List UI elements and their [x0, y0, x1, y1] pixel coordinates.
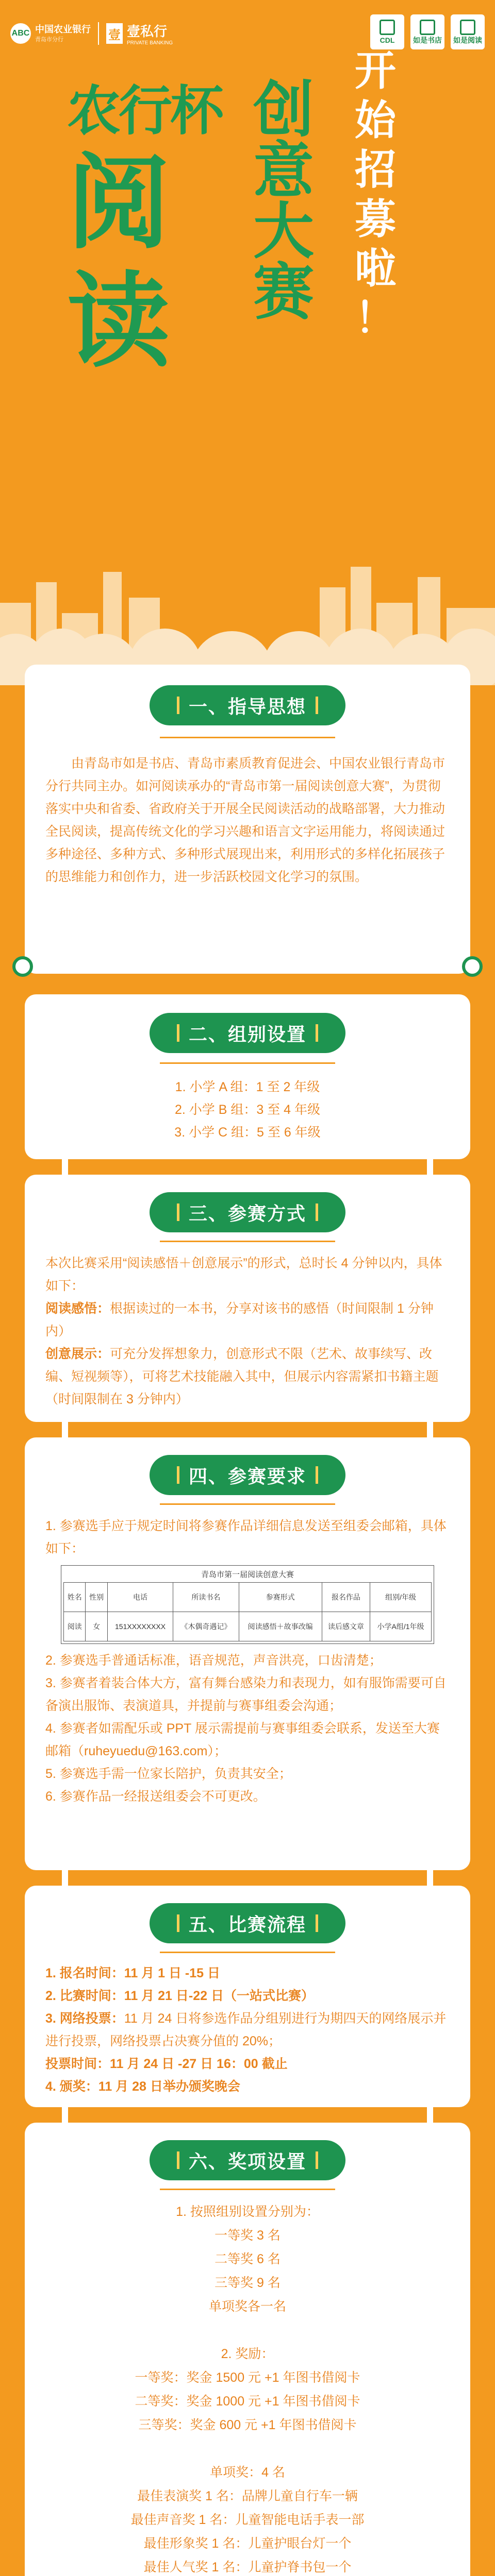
section-title: 一、指导思想: [150, 685, 345, 725]
intro-text: 本次比赛采用“阅读感悟＋创意展示”的形式，总时长 4 分钟以内，具体如下：: [45, 1256, 442, 1293]
reading-insight: 阅读感悟：根据读过的一本书，分享对该书的感悟（时间限制 1 分钟内）: [45, 1301, 434, 1338]
group-item: 2. 小学 B 组：3 至 4 年级: [174, 1103, 320, 1117]
cdl-logo: CDL: [370, 14, 404, 49]
table-cell: 女: [86, 1612, 107, 1641]
private-banking-logo: [106, 21, 173, 46]
requirement-item: 6. 参赛作品一经报送组委会不可更改。: [45, 1789, 266, 1804]
reading-icon: [460, 20, 475, 35]
section-title: 五、比赛流程: [150, 1903, 345, 1943]
section-guiding-ideology: [25, 665, 470, 974]
section-title: 二、组别设置: [150, 1013, 345, 1053]
signup-table: [63, 1582, 432, 1641]
kickoff-char: ！: [355, 294, 396, 342]
logo-divider: [98, 22, 99, 45]
section-requirements: [25, 1437, 470, 1870]
requirement-item: 5. 参赛选手需一位家长陪护，负责其安全；: [45, 1767, 292, 1781]
kickoff-char: 招: [355, 146, 396, 194]
table-row: [64, 1612, 432, 1641]
table-header: 报名作品: [322, 1583, 370, 1612]
table-cell: 读后感文章: [322, 1612, 370, 1641]
kickoff-char: 啦: [355, 245, 396, 293]
award-item: 1. 按照组别设置分别为：: [176, 2205, 319, 2219]
award-item: 一等奖 3 名: [214, 2228, 280, 2243]
table-header: 性别: [86, 1583, 107, 1612]
kickoff-column: [351, 46, 400, 343]
cdl-icon: [380, 20, 395, 35]
section-title: 六、奖项设置: [150, 2140, 345, 2180]
schedule-item: 3. 网络投票：11 月 24 日将参选作品分组别进行为期四天的网络展示并进行投票，网络投票占决赛分值的 20%；: [45, 2011, 447, 2048]
award-item: 单项奖：4 名: [210, 2465, 285, 2480]
awards-text: [45, 2200, 450, 2576]
private-banking-icon: 壹: [106, 23, 123, 44]
table-cell: 小学A组/1年级: [370, 1612, 432, 1641]
table-header-row: [64, 1583, 432, 1612]
award-item: 二等奖 6 名: [214, 2252, 280, 2266]
award-item: 最佳人气奖 1 名：儿童护脊书包一个: [143, 2560, 352, 2574]
table-title: 青岛市第一届阅读创意大赛: [201, 1570, 294, 1579]
sample-table: [61, 1565, 434, 1644]
section-groups: [25, 994, 470, 1159]
title-underline: [160, 1062, 335, 1064]
table-header: 参赛形式: [239, 1583, 322, 1612]
requirement-item: 1. 参赛选手应于规定时间将参赛作品详细信息发送至组委会邮箱，具体如下：: [45, 1519, 447, 1556]
requirement-item: 4. 参赛者如需配乐或 PPT 展示需提前与赛事组委会联系，发送至大赛邮箱（ruheyuedu@163.com）；: [45, 1721, 440, 1758]
top-bar: [0, 0, 495, 67]
bank-sub: 青岛市分行: [35, 36, 63, 43]
section-title: 四、参赛要求: [150, 1455, 345, 1495]
ring-decoration: [12, 956, 33, 977]
table-header: 所读书名: [173, 1583, 239, 1612]
schedule-text: [45, 1962, 450, 2098]
schedule-item: 投票时间：11 月 24 日 -27 日 16：00 截止: [45, 2057, 288, 2071]
table-header: 电话: [107, 1583, 173, 1612]
award-item: 最佳表演奖 1 名：品牌儿童自行车一辆: [137, 2489, 358, 2503]
requirements-text: [45, 1515, 450, 1808]
schedule-item: 4. 颁奖：11 月 28 日举办颁奖晚会: [45, 2079, 240, 2094]
city-skyline: [0, 541, 495, 685]
section-participation: [25, 1175, 470, 1422]
kickoff-char: 始: [355, 96, 396, 144]
table-header: 姓名: [64, 1583, 86, 1612]
schedule-item: 1. 报名时间：11 月 1 日 -15 日: [45, 1966, 220, 1980]
group-item: 1. 小学 A 组：1 至 2 年级: [175, 1080, 320, 1094]
table-cell: 151XXXXXXXX: [107, 1612, 173, 1641]
kickoff-char: 开: [355, 47, 396, 95]
requirement-item: 2. 参赛选手普通话标准，语音规范，声音洪亮，口齿清楚；: [45, 1653, 382, 1668]
bank-name: 中国农业银行: [35, 24, 91, 35]
rushi-bookstore-logo: 如是书店: [410, 14, 444, 49]
award-item: 二等奖：奖金 1000 元 +1 年图书借阅卡: [135, 2394, 360, 2409]
award-item: 2. 奖励：: [221, 2347, 274, 2361]
title-underline: [160, 1241, 335, 1242]
group-item: 3. 小学 C 组：5 至 6 年级: [174, 1125, 321, 1140]
award-item: 三等奖 9 名: [214, 2276, 280, 2290]
title-underline: [160, 1503, 335, 1505]
hero-line1: 农行杯: [67, 79, 222, 142]
award-item: 三等奖：奖金 600 元 +1 年图书借阅卡: [138, 2418, 357, 2432]
table-cell: 阅读: [64, 1612, 86, 1641]
hero-line3: 创意大赛: [243, 77, 314, 320]
private-banking-sub: PRIVATE BANKING: [127, 40, 173, 46]
award-item: 单项奖各一名: [208, 2299, 286, 2314]
schedule-item: 2. 比赛时间：11 月 21 日-22 日（一站式比赛）: [45, 1989, 314, 2003]
creative-show: 创意展示：可充分发挥想象力，创意形式不限（艺术、故事续写、改编、短视频等），可将艺术技能融入其中，但展示内容需紧扣书籍主题（时间限制在 3 分钟内）: [45, 1347, 439, 1406]
private-banking-name: 壹私行: [127, 24, 168, 39]
title-underline: [160, 1952, 335, 1953]
abc-logo: [10, 23, 91, 44]
ring-decoration: [462, 956, 483, 977]
award-item: 一等奖：奖金 1500 元 +1 年图书借阅卡: [135, 2370, 360, 2385]
kickoff-char: 募: [355, 195, 396, 243]
rushi-reading-logo: 如是阅读: [451, 14, 485, 49]
award-item: 最佳形象奖 1 名：儿童护眼台灯一个: [143, 2536, 352, 2551]
abc-logo-icon: ABC: [10, 23, 31, 44]
requirement-item: 3. 参赛者着装合体大方，富有舞台感染力和表现力，如有服饰需要可自备演出服饰、表演道具，并提前与赛事组委会沟通；: [45, 1676, 447, 1713]
section-title: 三、参赛方式: [150, 1192, 345, 1232]
section-text: 由青岛市如是书店、青岛市素质教育促进会、中国农业银行青岛市分行共同主办。如河阅读承办的“青岛市第一届阅读创意大赛”，为贯彻落实中央和省委、省政府关于开展全民阅读活动的战略部署，大力推动全民阅读，提高传统文化的学习兴趣和语言文字运用能力，将阅读通过多种途径、多种方式、多种形式展现出来，利用形式的多样化拓展孩子的思维能力和创作力，进一步活跃校园文化学习的氛围。: [45, 756, 446, 884]
title-underline: [160, 2189, 335, 2190]
bookstore-icon: [420, 20, 435, 35]
group-list: [45, 1076, 450, 1144]
table-cell: 阅读感悟＋故事改编: [239, 1612, 322, 1641]
table-header: 组别/年级: [370, 1583, 432, 1612]
section-awards: [25, 2123, 470, 2576]
section-text: [45, 1252, 450, 1411]
section-schedule: [25, 1886, 470, 2107]
title-underline: [160, 737, 335, 738]
award-item: 最佳声音奖 1 名：儿童智能电话手表一部: [130, 2513, 365, 2527]
table-cell: 《木偶奇遇记》: [173, 1612, 239, 1641]
hero-line2: 阅读: [67, 143, 171, 382]
